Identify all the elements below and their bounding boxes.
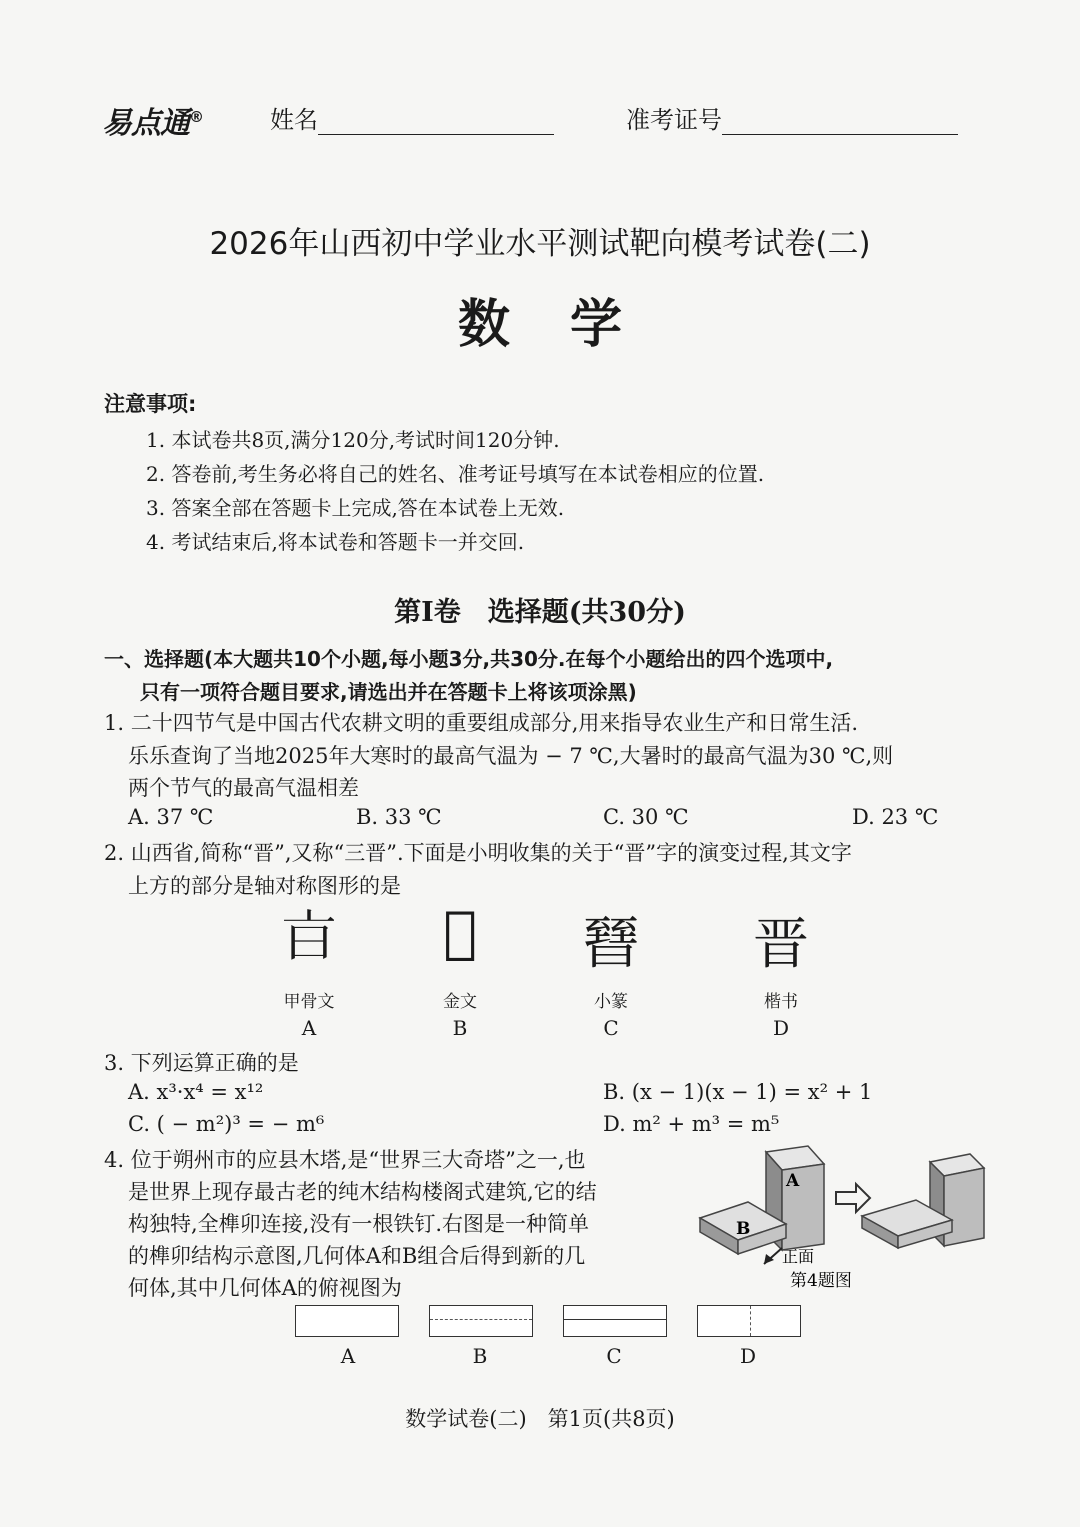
subject-title: 数学 [457, 295, 682, 355]
block-b-label: B [736, 1219, 751, 1239]
q4-option-b[interactable]: B [472, 1344, 488, 1368]
q4-option-a[interactable]: A [340, 1344, 356, 1368]
q2-option-a[interactable]: A [301, 1016, 317, 1040]
q1-option-a[interactable]: A. 37 ℃ [128, 805, 214, 829]
hidden-line [750, 1306, 751, 1336]
q1-option-d[interactable]: D. 23 ℃ [852, 805, 939, 829]
q2-line: 2. 山西省,简称“晋”,又称“三晋”.下面是小明收集的关于“晋”字的演变过程,其文字 [104, 841, 852, 865]
q4-line: 的榫卯结构示意图,几何体A和B组合后得到新的几 [128, 1244, 586, 1268]
q2-line: 上方的部分是轴对称图形的是 [128, 874, 401, 898]
q3-option-d[interactable]: D. m² + m³ = m⁵ [603, 1112, 780, 1136]
hidden-line [430, 1319, 532, 1320]
note-item: 2. 答卷前,考生务必将自己的姓名、准考证号填写在本试卷相应的位置. [146, 462, 765, 486]
q4-line: 构独特,全榫卯连接,没有一根铁钉.右图是一种简单 [128, 1212, 590, 1236]
instructions-line: 一、选择题(本大题共10个小题,每小题3分,共30分.在每个小题给出的四个选项中, [104, 647, 834, 671]
q2-option-d[interactable]: D [772, 1016, 790, 1040]
q2-option-b[interactable]: B [452, 1016, 468, 1040]
glyph-caption: 小篆 [594, 992, 628, 1012]
q4-line: 是世界上现存最古老的纯木结构楼阁式建筑,它的结 [128, 1180, 597, 1204]
note-item: 4. 考试结束后,将本试卷和答题卡一并交回. [146, 530, 525, 554]
glyph-caption: 楷书 [764, 992, 798, 1012]
figure-caption: 第4题图 [790, 1271, 852, 1291]
name-blank[interactable] [318, 108, 554, 135]
q4-option-d-box[interactable] [697, 1305, 801, 1337]
q3-option-a[interactable]: A. x³·x⁴ = x¹² [128, 1080, 264, 1104]
xiaozhuan-glyph: 㬜 [583, 912, 639, 977]
q1-option-b[interactable]: B. 33 ℃ [356, 805, 442, 829]
name-label: 姓名 [270, 106, 318, 134]
q4-option-d[interactable]: D [739, 1344, 757, 1368]
note-item: 1. 本试卷共8页,满分120分,考试时间120分钟. [146, 428, 560, 452]
q1-option-c[interactable]: C. 30 ℃ [603, 805, 689, 829]
q4-line: 4. 位于朔州市的应县木塔,是“世界三大奇塔”之一,也 [104, 1148, 586, 1172]
q4-option-c-box[interactable] [563, 1305, 667, 1337]
exam-title: 2026年山西初中学业水平测试靶向模考试卷(二) [209, 226, 871, 262]
id-label: 准考证号 [626, 106, 722, 134]
id-field[interactable] [626, 100, 958, 135]
glyph-caption: 甲骨文 [283, 992, 335, 1012]
notes-heading: 注意事项: [104, 392, 197, 416]
section-title: 第Ⅰ卷 选择题(共30分) [394, 597, 686, 628]
q1-line: 两个节气的最高气温相差 [128, 776, 359, 800]
front-label: 正面 [782, 1247, 815, 1266]
page-footer: 数学试卷(二) 第1页(共8页) [405, 1407, 675, 1431]
name-field[interactable] [270, 100, 554, 135]
instructions-line: 只有一项符合题目要求,请选出并在答题卡上将该项涂黑) [140, 680, 637, 704]
q3-option-b[interactable]: B. (x − 1)(x − 1) = x² + 1 [603, 1080, 873, 1104]
glyph-caption: 金文 [443, 992, 477, 1012]
mortise-tenon-figure [690, 1140, 1020, 1300]
jiaguwen-glyph: 𣅀 [281, 905, 337, 970]
id-blank[interactable] [722, 108, 958, 135]
block-a-label: A [786, 1171, 800, 1191]
q1-line: 1. 二十四节气是中国古代农耕文明的重要组成部分,用来指导农业生产和日常生活. [104, 711, 859, 735]
q4-option-c[interactable]: C [606, 1344, 622, 1368]
brand-logo: 易点通® [102, 106, 203, 141]
note-item: 3. 答案全部在答题卡上完成,答在本试卷上无效. [146, 496, 565, 520]
jinwen-glyph: 𣆎 [443, 900, 477, 965]
transform-arrow [836, 1184, 870, 1212]
q4-option-b-box[interactable] [429, 1305, 533, 1337]
q3-stem: 3. 下列运算正确的是 [104, 1051, 299, 1075]
visible-line [564, 1319, 666, 1320]
q4-line: 何体,其中几何体A的俯视图为 [128, 1276, 402, 1300]
q3-option-c[interactable]: C. ( − m²)³ = − m⁶ [128, 1112, 325, 1136]
kaishu-glyph: 晋 [753, 912, 809, 977]
q2-option-c[interactable]: C [603, 1016, 619, 1040]
q1-line: 乐乐查询了当地2025年大寒时的最高气温为 − 7 ℃,大暑时的最高气温为30 ℃,则 [128, 744, 894, 768]
q4-option-a-box[interactable] [295, 1305, 399, 1337]
